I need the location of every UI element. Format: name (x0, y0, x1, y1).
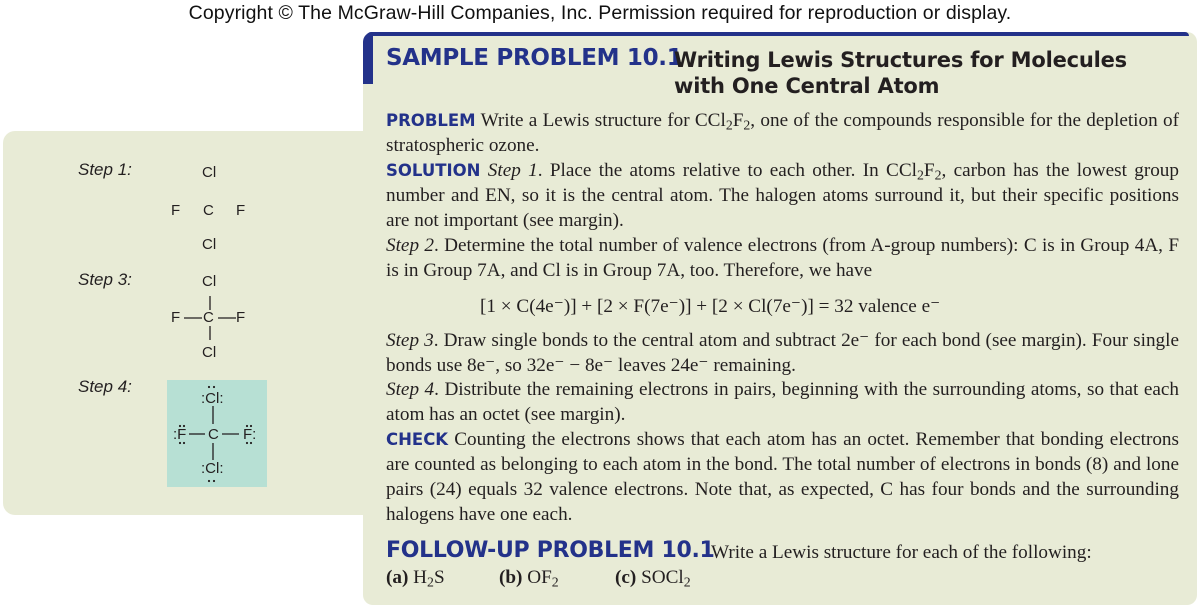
followup-part-b (499, 567, 615, 589)
part-b-sub: 2 (551, 574, 559, 590)
solution-step1-text-b: F (923, 160, 935, 181)
part-a-end: S (433, 567, 445, 588)
step3-atom-bottom: Cl (202, 344, 217, 361)
solution-step1-text-a: . Place the atoms relative to each other. In CCl (537, 160, 917, 181)
step1-label: Step 1: (78, 160, 132, 179)
valence-electron-equation: [1 × C(4e⁻)] + [2 × F(7e⁻)] + [2 × Cl(7e⁻)] = 32 valence e⁻ (480, 296, 941, 317)
subtitle-line-1: Writing Lewis Structures for Molecules (674, 48, 1127, 72)
solution-sub-2: 2 (934, 167, 942, 183)
step4-atom-top: :Cl: (201, 390, 224, 407)
solution-step3-label: Step 3 (386, 330, 434, 351)
step3-atom-center: C (203, 309, 214, 326)
step4-atom-bottom: :Cl: (201, 460, 224, 477)
step3-atom-top: Cl (202, 273, 217, 290)
step3-atom-right: F (236, 309, 246, 326)
check-text: Counting the electrons shows that each atom has an octet. Remember that bonding electrons are counted as belonging to each atom in the bond. The total number of electrons in bonds (8) and lone pairs (24) equals 32 valence electrons. Note that, as expected, C has four bonds and the surrounding halogens have one each. (386, 429, 1179, 525)
part-c-sub: 2 (683, 574, 691, 590)
solution-step4-paragraph (386, 377, 1179, 427)
part-c-label: (c) (615, 567, 637, 588)
followup-part-c (615, 567, 691, 589)
part-b-formula: OF (527, 567, 552, 588)
solution-step2-label: Step 2 (386, 235, 434, 256)
solution-step1-label: Step 1 (487, 160, 538, 181)
solution-step4-label: Step 4 (386, 379, 435, 400)
step3-label: Step 3: (78, 270, 132, 289)
problem-keyword: PROBLEM (386, 111, 476, 130)
followup-instruction: Write a Lewis structure for each of the following: (711, 542, 1092, 563)
solution-step3-text: . Draw single bonds to the central atom and subtract 2e⁻ for each bond (see margin). Four single bonds use 8e⁻, so 32e⁻ − 8e⁻ leaves 24e⁻ remaining. (386, 330, 1179, 376)
part-c-formula: SOCl (641, 567, 684, 588)
panel-accent-bar (363, 32, 373, 84)
problem-text-c: , one of the compounds responsible for the depletion of stratospheric ozone. (386, 110, 1179, 156)
sample-problem-title: SAMPLE PROBLEM 10.1 (386, 45, 683, 71)
solution-step2-paragraph (386, 233, 1179, 283)
problem-sub-2: 2 (743, 117, 751, 133)
solution-sub-1: 2 (917, 167, 924, 183)
solution-step4-text: . Distribute the remaining electrons in pairs, beginning with the surrounding atoms, so that each atom has an octet (see margin). (386, 379, 1179, 425)
problem-sub-1: 2 (725, 117, 733, 133)
step1-atom-bottom: Cl (202, 236, 217, 253)
problem-paragraph (386, 108, 1179, 158)
solution-keyword: SOLUTION (386, 161, 481, 180)
solution-step1-paragraph (386, 158, 1179, 233)
step4-atom-left: :F (173, 426, 187, 443)
followup-part-a (386, 567, 499, 589)
problem-text-a: Write a Lewis structure for CCl (480, 110, 726, 131)
part-a-sub: 2 (427, 574, 434, 590)
followup-title: FOLLOW-UP PROBLEM 10.1 (386, 538, 715, 563)
step1-atom-right: F (236, 202, 246, 219)
part-a-formula: H (413, 567, 428, 588)
problem-text-b: F (732, 110, 744, 131)
step4-atom-center: C (208, 426, 219, 443)
check-keyword: CHECK (386, 430, 449, 449)
solution-step1-text-c: , carbon has the lowest group number and EN, so it is the central atom. The halogen atoms surround it, but their specific positions are not important (see margin). (386, 160, 1179, 231)
step1-atom-center: C (203, 202, 214, 219)
solution-step2-text: . Determine the total number of valence electrons (from A-group numbers): C is in Group 4A, F is in Group 7A, and Cl is in Group 7A, too. Therefore, we have (386, 235, 1179, 281)
step4-atom-right: F: (243, 426, 257, 443)
solution-step3-paragraph (386, 328, 1179, 378)
copyright-notice: Copyright © The McGraw-Hill Companies, Inc. Permission required for reproduction or display. (188, 2, 1012, 24)
followup-parts (386, 567, 691, 589)
step3-atom-left: F (171, 309, 181, 326)
step1-atom-left: F (171, 202, 181, 219)
check-paragraph (386, 427, 1179, 527)
step1-atom-top: Cl (202, 164, 217, 181)
part-b-label: (b) (499, 567, 523, 588)
panel-top-rule (367, 32, 1189, 36)
sample-problem-subtitle (674, 47, 1127, 99)
subtitle-line-2: with One Central Atom (674, 74, 940, 98)
step4-label: Step 4: (78, 377, 132, 396)
part-a-label: (a) (386, 567, 409, 588)
